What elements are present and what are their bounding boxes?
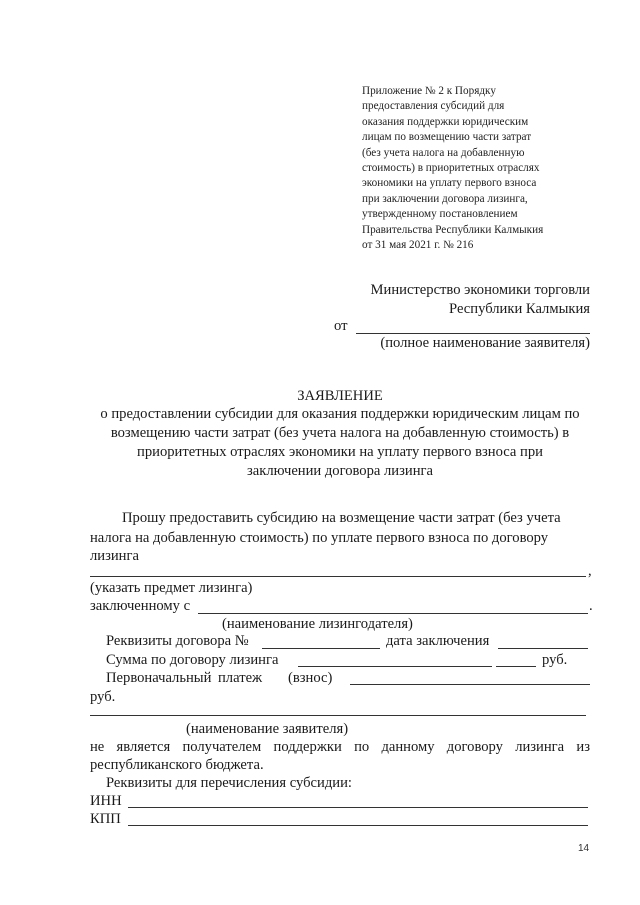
inn-field[interactable] [128,807,588,808]
subtitle-line: о предоставлении субсидии для оказания поддержки юридическим лицам по [100,406,580,422]
request-text-line-3: лизинга [90,548,139,564]
appendix-line: (без учета налога на добавленную [362,146,525,159]
appendix-line: предоставления субсидий для [362,100,505,113]
contract-date-field[interactable] [498,648,588,649]
addressee-line-2: Республики Калмыкия [449,301,590,317]
kpp-field[interactable] [128,825,588,826]
subtitle-line: приоритетных отраслях экономики на уплату первого взноса при [137,444,543,460]
request-text-line-2: налога на добавленную стоимость) по уплате первого взноса по договору [90,530,549,546]
addressee-line-1: Министерство экономики торговли [370,282,590,298]
appendix-line: Правительства Республики Калмыкия [362,223,544,236]
lessor-name-field[interactable] [198,613,588,614]
rub-label: руб. [542,652,568,668]
leasing-subject-field[interactable] [90,576,586,577]
contract-date-label: дата заключения [386,633,490,649]
appendix-line: от 31 мая 2021 г. № 216 [362,239,474,252]
appendix-line: экономики на уплату первого взноса [362,177,537,190]
contract-sum-label: Сумма по договору лизинга [106,652,279,668]
initial-payment-label-2: платеж [218,670,263,686]
initial-payment-label-3: (взнос) [288,670,333,686]
contract-sum-kop-field[interactable] [496,666,536,667]
appendix-line: лицам по возмещению части затрат [362,131,532,144]
applicant-hint: (наименование заявителя) [186,721,349,737]
leasing-subject-hint: (указать предмет лизинга) [90,580,253,596]
appendix-line: при заключении договора лизинга, [362,192,528,205]
appendix-line: Приложение № 2 к Порядку [362,85,496,97]
subtitle-line: заключении договора лизинга [247,463,433,479]
appendix-line: оказания поддержки юридическим [362,115,529,128]
applicant-name-field-2[interactable] [90,715,586,716]
concluded-with-label: заключенному с [90,598,191,614]
not-recipient-line-1: не является получателем поддержки по данному договору лизинга из [90,739,590,755]
appendix-line: утвержденному постановлением [362,208,518,221]
initial-payment-field[interactable] [350,684,590,685]
contract-number-field[interactable] [262,648,380,649]
not-recipient-line-2: республиканского бюджета. [90,757,264,773]
bank-details-label: Реквизиты для перечисления субсидии: [106,775,352,791]
subtitle-line: возмещению части затрат (без учета налога на добавленную стоимость) в [110,425,570,441]
lessor-hint: (наименование лизингодателя) [222,616,413,632]
page-number: 14 [578,843,590,854]
kpp-label: КПП [90,811,121,827]
appendix-note [362,84,543,253]
from-hint: (полное наименование заявителя) [380,335,590,351]
request-text-line-1: Прошу предоставить субсидию на возмещение части затрат (без учета [122,510,561,526]
document-title: ЗАЯВЛЕНИЕ [297,388,383,404]
appendix-line: стоимость) в приоритетных отраслях [362,162,540,175]
rub-label-2: руб. [90,689,116,705]
period: . [589,598,593,614]
comma: , [588,563,592,579]
inn-label: ИНН [90,793,122,809]
applicant-name-field[interactable] [356,333,590,334]
contract-sum-rub-field[interactable] [298,666,492,667]
initial-payment-label-1: Первоначальный [106,670,212,686]
from-label: от [334,318,348,334]
contract-number-label: Реквизиты договора № [106,633,249,649]
